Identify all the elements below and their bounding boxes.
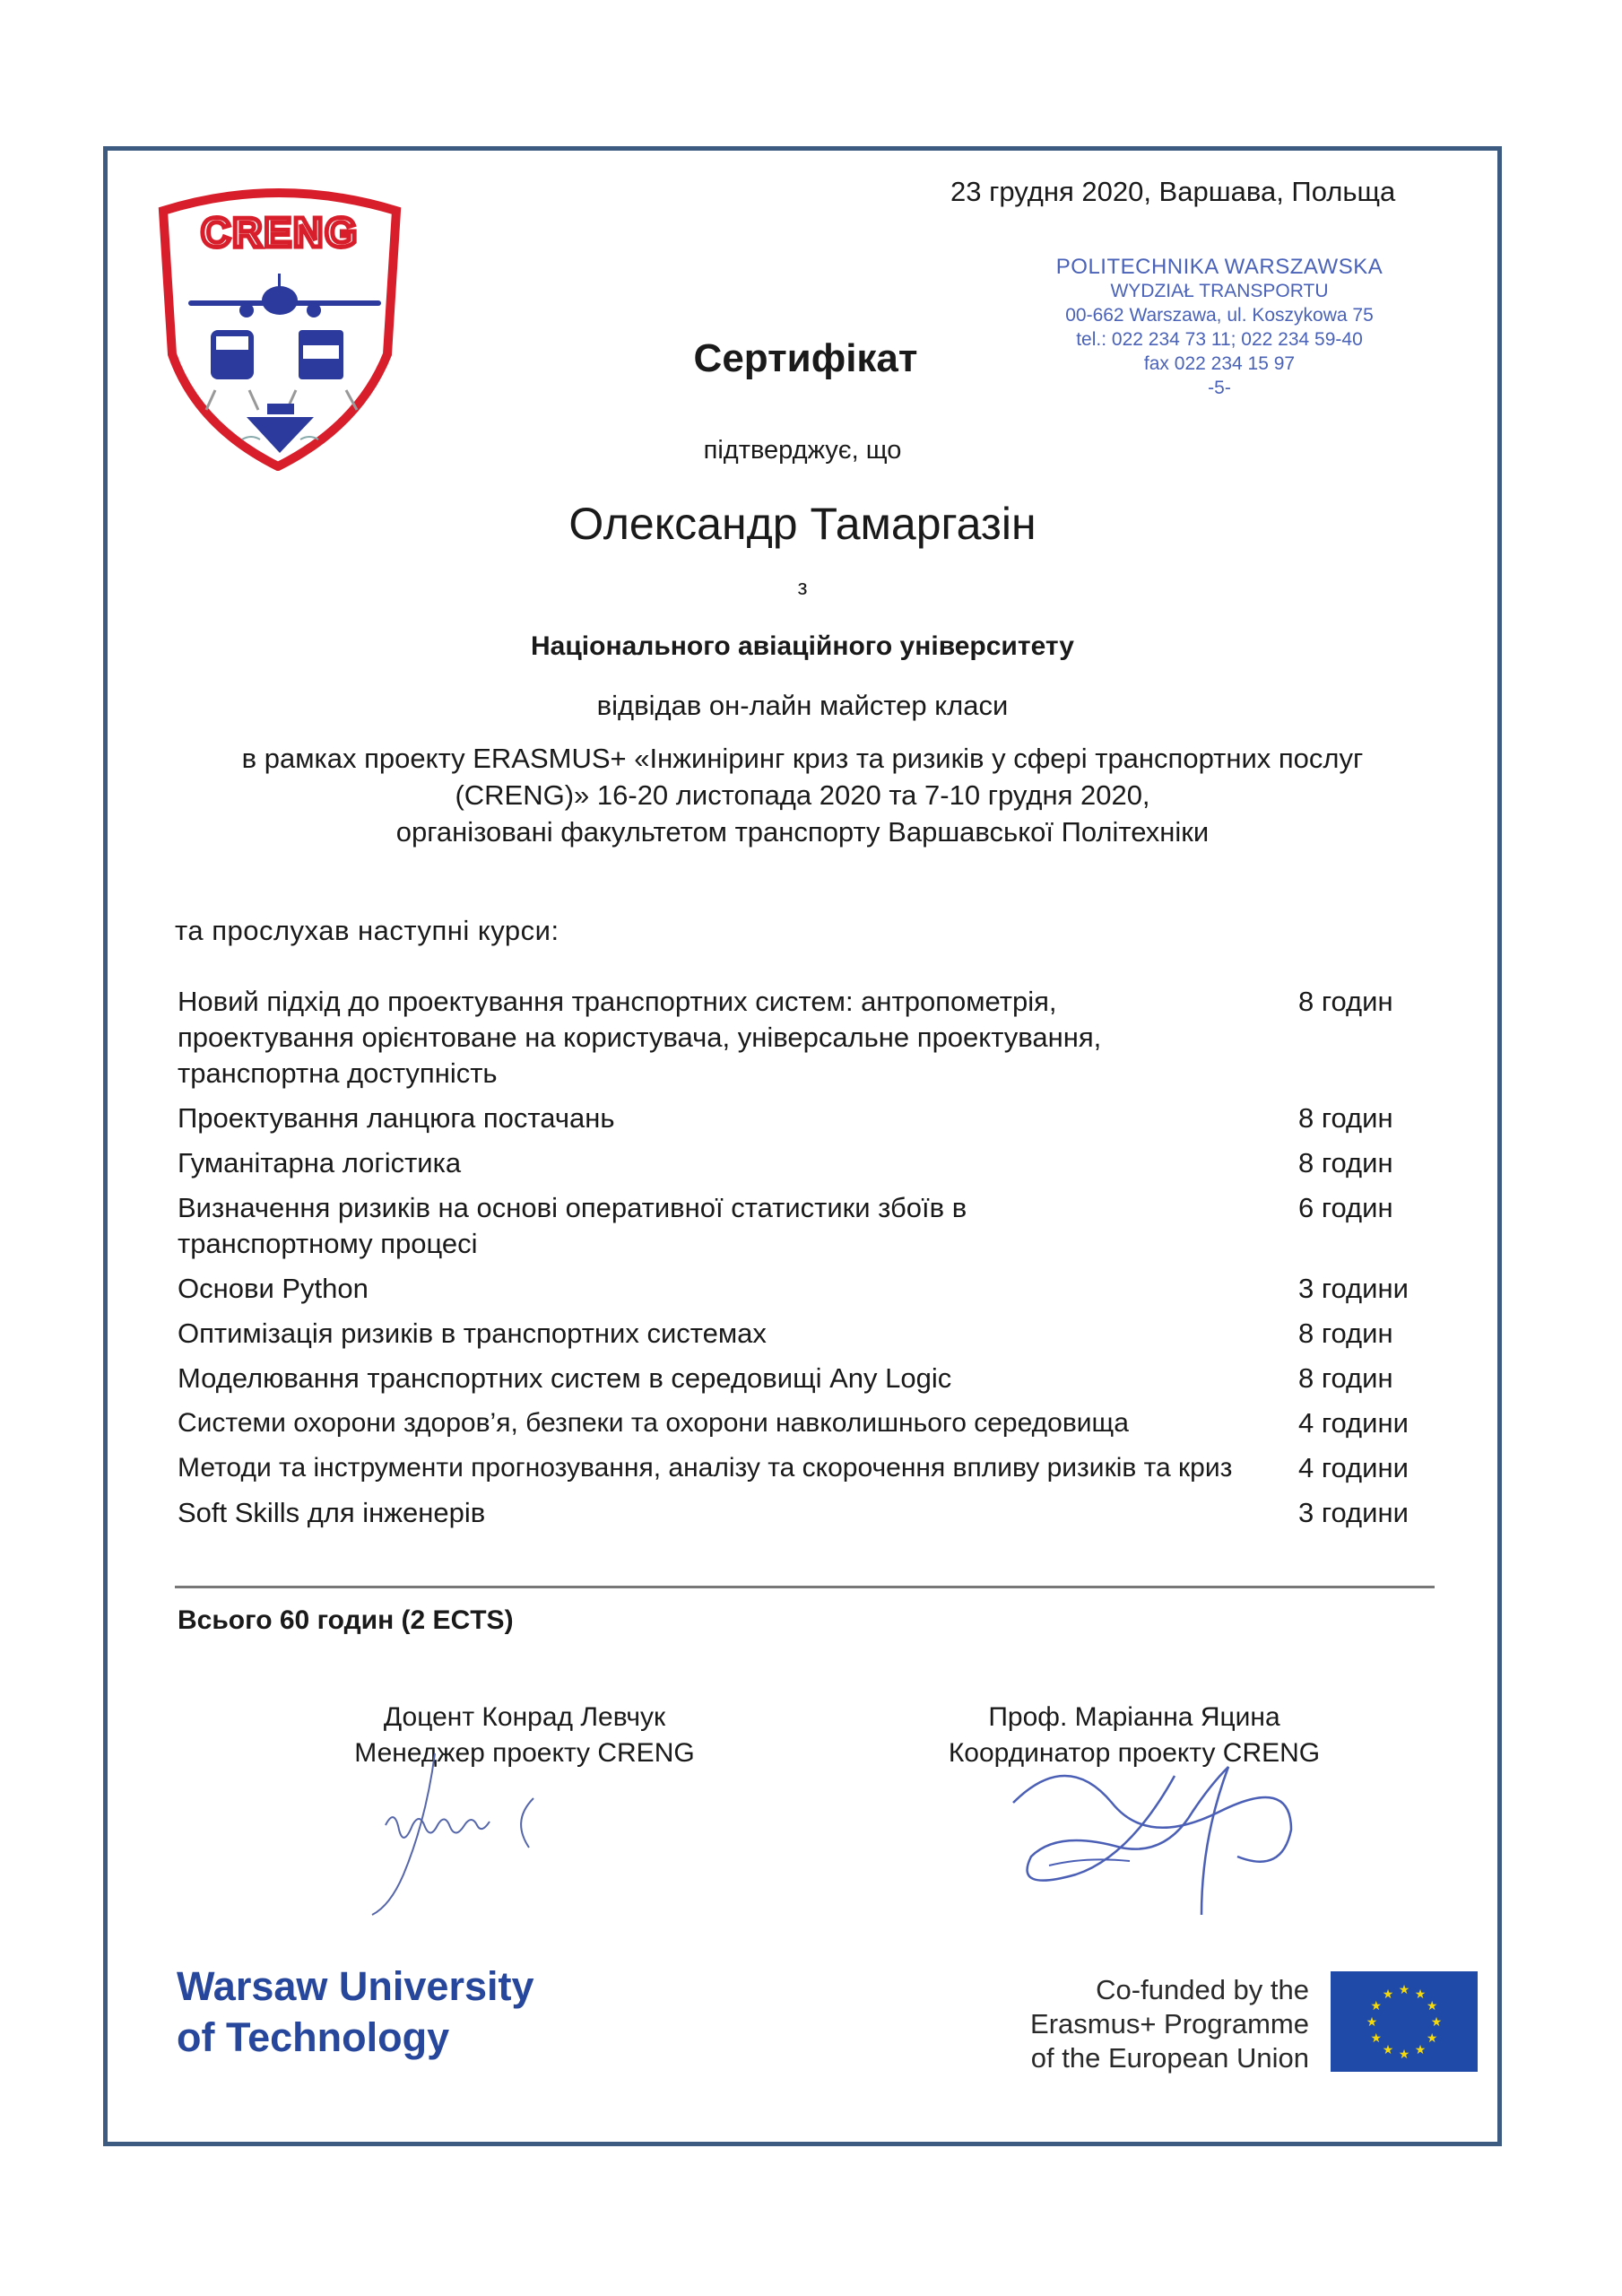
signature-coordinator <box>995 1749 1354 1919</box>
eu-star-icon: ★ <box>1366 2015 1378 2030</box>
eu-star-icon: ★ <box>1414 2043 1427 2058</box>
creng-logo <box>152 175 408 471</box>
course-name: Soft Skills для інженерів <box>178 1497 486 1528</box>
certificate-title: Сертифікат <box>693 336 918 380</box>
wut-line: Warsaw University <box>177 1963 534 2009</box>
eu-star-icon: ★ <box>1398 2048 1410 2062</box>
date-place: 23 грудня 2020, Варшава, Польща <box>950 176 1396 207</box>
course-name: Новий підхід до проектування транспортних систем: антропометрія, проектування орієнтоване на користувача, універсальне проектування, транспортна доступність <box>178 986 1102 1089</box>
stamp-line: -5- <box>1208 378 1231 398</box>
confirms-text: підтверджує, що <box>703 436 902 465</box>
eu-star-icon: ★ <box>1414 1987 1427 2002</box>
course-hours: 3 години <box>1298 1497 1409 1528</box>
course-hours: 8 годин <box>1298 1102 1393 1134</box>
course-row <box>178 1145 1433 1181</box>
course-row <box>178 1100 1433 1136</box>
wut-line: of Technology <box>177 2014 450 2060</box>
from-word: з <box>797 576 808 600</box>
signatory-role: Координатор проекту CRENG <box>948 1738 1321 1768</box>
total-hours: Всього 60 годин (2 ECTS) <box>178 1605 514 1635</box>
project-line: (CRENG)» 16-20 листопада 2020 та 7-10 грудня 2020, <box>455 779 1150 811</box>
course-name: Проектування ланцюга постачань <box>178 1102 615 1134</box>
signatory-role: Менеджер проекту CRENG <box>354 1738 695 1768</box>
course-hours: 8 годин <box>1298 1318 1393 1349</box>
course-row <box>178 1361 1433 1396</box>
eu-star-icon: ★ <box>1426 2031 1438 2046</box>
stamp-line: fax 022 234 15 97 <box>1143 353 1296 374</box>
course-hours: 8 годин <box>1298 986 1393 1017</box>
creng-logo-text: CRENG <box>200 209 360 256</box>
course-row <box>178 1190 1433 1262</box>
course-name: Визначення ризиків на основі оперативної статистики збоїв в транспортному процесі <box>178 1192 967 1259</box>
course-name: Гуманітарна логістика <box>178 1147 462 1178</box>
project-line: організовані факультетом транспорту Варшавської Політехніки <box>395 816 1210 848</box>
course-name: Оптимізація ризиків в транспортних системах <box>178 1318 767 1349</box>
signature-manager <box>341 1749 610 1919</box>
eu-star-icon: ★ <box>1430 2015 1443 2030</box>
course-list <box>178 984 1433 1540</box>
cofund-line: of the European Union <box>1030 2042 1309 2074</box>
course-name: Основи Python <box>178 1273 369 1304</box>
total-divider <box>175 1586 1435 1588</box>
erasmus-cofunded-text <box>968 1973 1309 2075</box>
signatory-name: Проф. Маріанна Яцина <box>988 1702 1280 1732</box>
course-hours: 4 години <box>1298 1452 1409 1483</box>
project-description <box>103 740 1502 850</box>
warsaw-university-logo <box>177 1961 534 2063</box>
stamp-line: POLITECHNIKA WARSZAWSKA <box>1055 255 1383 279</box>
eu-star-icon: ★ <box>1382 2043 1394 2058</box>
courses-intro: та прослухав наступні курси: <box>175 915 559 946</box>
stamp-line: tel.: 022 234 73 11; 022 234 59-40 <box>1076 329 1363 350</box>
recipient-university: Національного авіаційного університету <box>531 631 1074 661</box>
course-hours: 3 години <box>1298 1273 1409 1304</box>
eu-star-icon: ★ <box>1382 1987 1394 2002</box>
eu-star-icon: ★ <box>1370 1999 1383 2013</box>
course-row <box>178 1316 1433 1352</box>
signatory-name: Доцент Конрад Левчук <box>383 1702 666 1732</box>
course-hours: 8 годин <box>1298 1147 1393 1178</box>
course-hours: 8 годин <box>1298 1362 1393 1394</box>
eu-star-icon: ★ <box>1370 2031 1383 2046</box>
course-row <box>178 984 1433 1091</box>
stamp-line: WYDZIAŁ TRANSPORTU <box>1110 281 1329 301</box>
cofund-line: Co-funded by the <box>1096 1974 1309 2005</box>
course-name: Моделювання транспортних систем в середовищі Any Logic <box>178 1362 952 1394</box>
eu-star-icon: ★ <box>1426 1999 1438 2013</box>
course-hours: 6 годин <box>1298 1192 1393 1223</box>
eu-star-icon: ★ <box>1398 1983 1410 1997</box>
stamp-line: 00-662 Warszawa, ul. Koszykowa 75 <box>1065 305 1374 326</box>
cofund-line: Erasmus+ Programme <box>1030 2008 1309 2039</box>
course-row <box>178 1405 1433 1441</box>
course-name: Методи та інструменти прогнозування, аналізу та скорочення впливу ризиків та криз <box>178 1453 1233 1483</box>
course-name: Системи охорони здоров’я, безпеки та охорони навколишнього середовища <box>178 1408 1129 1438</box>
course-row <box>178 1495 1433 1531</box>
project-line: в рамках проекту ERASMUS+ «Інжиніринг криз та ризиків у сфері транспортних послуг <box>241 743 1364 774</box>
course-row <box>178 1271 1433 1307</box>
course-row <box>178 1450 1433 1486</box>
attended-text: відвідав он-лайн майстер класи <box>596 690 1009 721</box>
recipient-name: Олександр Тамаргазін <box>568 499 1037 549</box>
eu-flag-icon <box>1331 1971 1478 2072</box>
course-hours: 4 години <box>1298 1407 1409 1439</box>
